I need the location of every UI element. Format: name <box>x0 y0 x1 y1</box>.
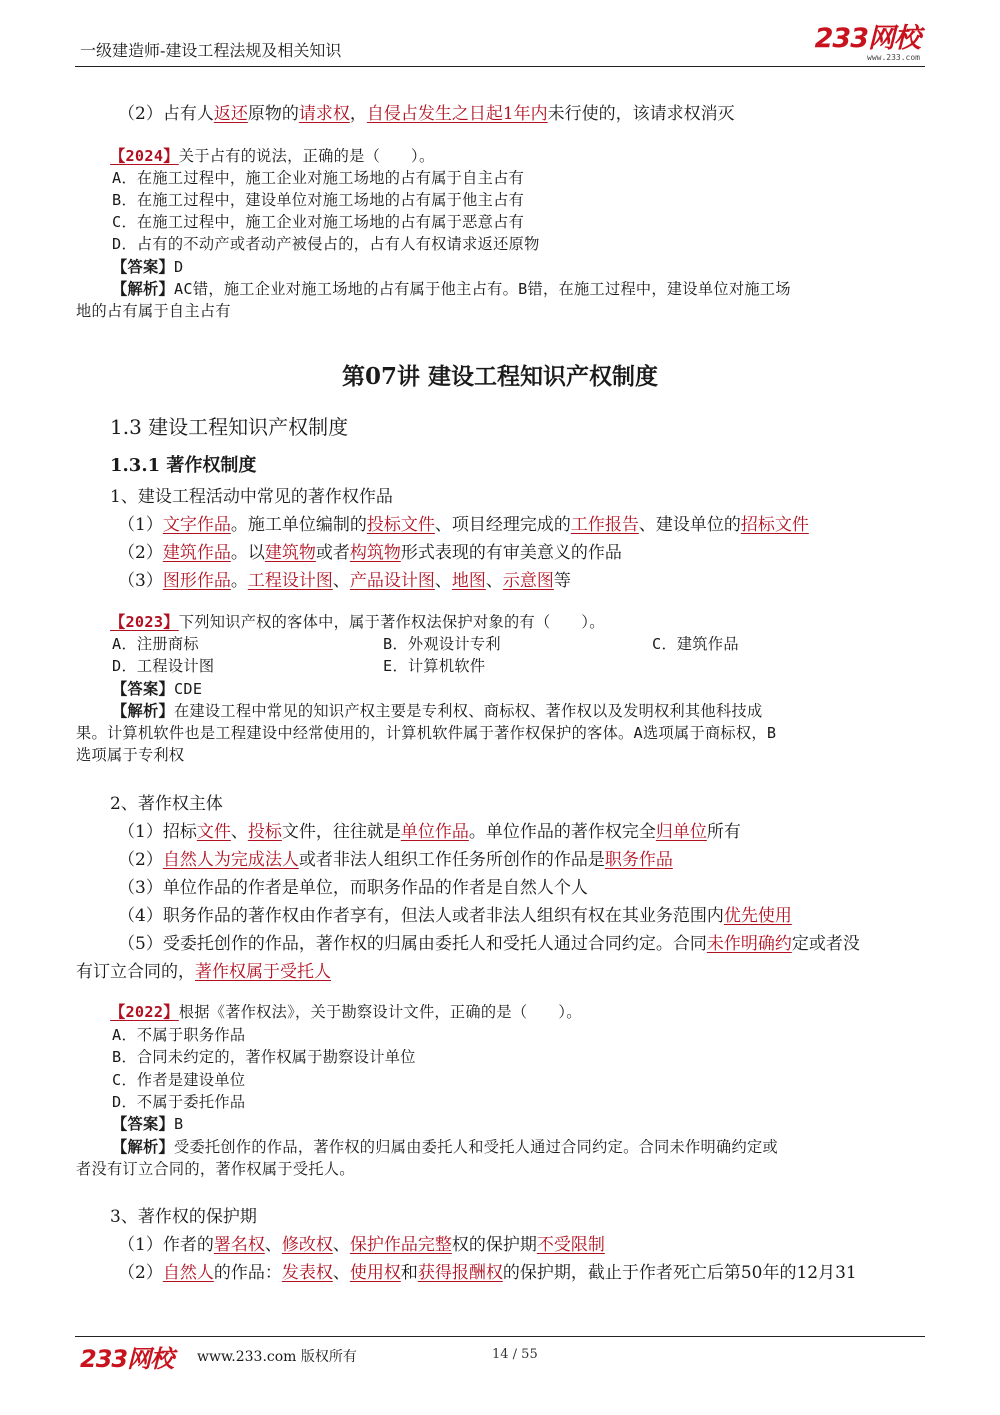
option-c: C．建筑作品 <box>652 635 739 653</box>
explanation-tag: 【解析】 <box>112 1138 174 1156</box>
text: 、 <box>485 571 503 591</box>
option-b: B．外观设计专利 <box>383 635 501 653</box>
text: 。施工单位编制的 <box>230 515 367 535</box>
question-year-tag: 【2023】 <box>110 613 179 631</box>
body-line <box>118 1258 857 1283</box>
paragraph-heading: 1、建设工程活动中常见的著作权作品 <box>110 487 393 507</box>
text: （4）职务作品的著作权由作者享有，但法人或者非法人组织有权在其业务范围内 <box>118 906 724 926</box>
keyword: 发表权 <box>281 1263 333 1283</box>
text: AC错，施工企业对施工场地的占有属于他主占有。B错，在施工过程中，建设单位对施工场 <box>173 280 791 298</box>
keyword: 优先使用 <box>723 906 792 926</box>
text: （5）受委托创作的作品，著作权的归属由委托人和受托人通过合同约定。合同 <box>118 934 707 954</box>
keyword: 署名权 <box>213 1235 265 1255</box>
question-year-tag: 【2024】 <box>110 147 179 165</box>
keyword: 自然人 <box>162 1263 214 1283</box>
text: 、 <box>434 571 452 591</box>
body-line <box>118 1230 605 1255</box>
keyword: 修改权 <box>281 1235 333 1255</box>
header-divider <box>75 66 925 67</box>
text: （2） <box>118 850 163 870</box>
document-header-title: 一级建造师-建设工程法规及相关知识 <box>80 41 342 60</box>
answer <box>112 678 202 699</box>
option-a: A．不属于职务作品 <box>112 1026 246 1044</box>
body-line <box>118 538 622 563</box>
text: 的作品： <box>213 1263 282 1283</box>
keyword: 产品设计图 <box>349 571 435 591</box>
keyword: 建筑物 <box>264 543 316 563</box>
keyword: 请求权 <box>298 104 350 124</box>
text: 根据《著作权法》，关于勘察设计文件，正确的是（ ）。 <box>178 1003 582 1021</box>
keyword: 不受限制 <box>536 1235 605 1255</box>
explanation-cont: 者没有订立合同的，著作权属于受托人。 <box>76 1160 355 1178</box>
option-a: A．在施工过程中，施工企业对施工场地的占有属于自主占有 <box>112 169 525 187</box>
explanation-cont: 地的占有属于自主占有 <box>76 302 231 320</box>
keyword: 自然人为完成法人 <box>162 850 299 870</box>
text: 受委托创作的作品，著作权的归属由委托人和受托人通过合同约定。合同未作明确约定或 <box>173 1138 778 1156</box>
text: 关于占有的说法，正确的是（ ）。 <box>178 147 435 165</box>
text: 权的保护期 <box>451 1235 537 1255</box>
explanation-cont: 果。计算机软件也是工程建设中经常使用的，计算机软件属于著作权保护的客体。A选项属于商标权，B <box>76 724 777 742</box>
keyword: 构筑物 <box>349 543 401 563</box>
text: 。以 <box>230 543 265 563</box>
text: 定或者没 <box>791 934 860 954</box>
text: （2） <box>118 1263 163 1283</box>
text: 未行使的，该请求权消灭 <box>547 104 735 124</box>
keyword: 单位作品 <box>400 822 469 842</box>
body-line <box>118 929 860 954</box>
keyword: 投标文件 <box>366 515 435 535</box>
keyword: 未作明确约 <box>706 934 792 954</box>
lecture-title: 第07讲 建设工程知识产权制度 <box>341 363 658 390</box>
answer-tag: 【答案】 <box>112 680 174 698</box>
answer-value: CDE <box>173 680 203 698</box>
answer-value: B <box>173 1115 184 1133</box>
body-line <box>118 510 809 535</box>
keyword: 投标 <box>247 822 282 842</box>
body-line <box>118 566 571 591</box>
subsection-heading: 1.3.1 著作权制度 <box>110 455 257 476</box>
text: 的保护期，截止于作者死亡后第50年的12月31 <box>502 1263 857 1283</box>
answer <box>112 1113 183 1134</box>
keyword: 保护作品完整 <box>349 1235 452 1255</box>
text: 或者非法人组织工作任务所创作的作品是 <box>298 850 605 870</box>
answer <box>112 256 183 277</box>
text: 在建设工程中常见的知识产权主要是专利权、商标权、著作权以及发明权利其他科技成 <box>173 702 763 720</box>
keyword: 工程设计图 <box>247 571 333 591</box>
explanation <box>112 278 791 299</box>
question-stem <box>110 1001 582 1022</box>
option-b: B．合同未约定的，著作权属于勘察设计单位 <box>112 1048 416 1066</box>
explanation-cont: 选项属于专利权 <box>76 746 185 764</box>
text: 原物的 <box>247 104 299 124</box>
body-line <box>118 901 792 926</box>
text: （3） <box>118 571 163 591</box>
text: 、 <box>332 1235 350 1255</box>
keyword: 示意图 <box>502 571 554 591</box>
answer-tag: 【答案】 <box>112 1115 174 1133</box>
option-c: C．在施工过程中，施工企业对施工场地的占有属于恶意占有 <box>112 213 525 231</box>
body-line: （3）单位作品的作者是单位，而职务作品的作者是自然人个人 <box>118 878 588 898</box>
keyword: 著作权属于受托人 <box>195 962 331 982</box>
text: 等 <box>553 571 571 591</box>
brand-logo <box>814 23 920 62</box>
option-d: D．工程设计图 <box>112 657 215 675</box>
footer-divider <box>75 1336 925 1337</box>
text: （1）作者的 <box>118 1235 214 1255</box>
section-heading: 1.3 建设工程知识产权制度 <box>110 415 349 439</box>
question-stem <box>110 611 605 632</box>
keyword: 地图 <box>451 571 486 591</box>
text: 、 <box>264 1235 282 1255</box>
text: （2）占有人 <box>118 104 214 124</box>
answer-value: D <box>173 258 184 276</box>
keyword: 返还 <box>213 104 248 124</box>
text: 、 <box>332 1263 350 1283</box>
keyword: 招标文件 <box>740 515 809 535</box>
keyword: 归单位 <box>655 822 707 842</box>
explanation <box>112 700 762 721</box>
paragraph-heading: 3、著作权的保护期 <box>110 1207 257 1227</box>
text: 、 <box>332 571 350 591</box>
explanation <box>112 1136 778 1157</box>
keyword: 获得报酬权 <box>417 1263 503 1283</box>
text: （1） <box>118 515 163 535</box>
body-line <box>118 845 673 870</box>
text: 下列知识产权的客体中，属于著作权法保护对象的有（ ）。 <box>178 613 605 631</box>
explanation-tag: 【解析】 <box>112 702 174 720</box>
text: 、 <box>230 822 248 842</box>
footer-copyright: www.233.com 版权所有 <box>197 1349 357 1365</box>
text: 或者 <box>315 543 350 563</box>
text: 形式表现的有审美意义的作品 <box>400 543 622 563</box>
option-d: D．不属于委托作品 <box>112 1093 246 1111</box>
option-d: D．占有的不动产或者动产被侵占的，占有人有权请求返还原物 <box>112 235 540 253</box>
question-stem <box>110 145 434 166</box>
option-e: E．计算机软件 <box>383 657 486 675</box>
footer-logo: 233网校 <box>80 1345 174 1373</box>
keyword: 使用权 <box>349 1263 401 1283</box>
question-year-tag: 【2022】 <box>110 1003 179 1021</box>
body-line <box>118 99 735 124</box>
text: （1）招标 <box>118 822 197 842</box>
text: 。 <box>230 571 248 591</box>
option-b: B．在施工过程中，建设单位对施工场地的占有属于他主占有 <box>112 191 525 209</box>
body-line <box>118 817 741 842</box>
text: 、建设单位的 <box>638 515 741 535</box>
text: （2） <box>118 543 163 563</box>
keyword: 文件 <box>196 822 231 842</box>
text: 有订立合同的， <box>76 962 195 982</box>
paragraph-heading: 2、著作权主体 <box>110 794 223 814</box>
keyword: 图形作品 <box>162 571 231 591</box>
keyword: 自侵占发生之日起1年内 <box>366 104 548 124</box>
page-number: 14 / 55 <box>492 1347 538 1362</box>
explanation-tag: 【解析】 <box>112 280 174 298</box>
option-a: A．注册商标 <box>112 635 199 653</box>
brand-logo-text: 233网校 <box>814 23 920 54</box>
text: ， <box>349 104 367 124</box>
answer-tag: 【答案】 <box>112 258 174 276</box>
keyword: 文字作品 <box>162 515 231 535</box>
option-c: C．作者是建设单位 <box>112 1071 246 1089</box>
text: 文件，往往就是 <box>281 822 401 842</box>
brand-logo-url: www.233.com <box>867 53 920 62</box>
text: 。单位作品的著作权完全 <box>468 822 656 842</box>
keyword: 职务作品 <box>604 850 673 870</box>
body-line <box>76 957 331 982</box>
text: 、项目经理完成的 <box>434 515 571 535</box>
text: 所有 <box>706 822 741 842</box>
text: 和 <box>400 1263 418 1283</box>
keyword: 建筑作品 <box>162 543 231 563</box>
keyword: 工作报告 <box>570 515 639 535</box>
